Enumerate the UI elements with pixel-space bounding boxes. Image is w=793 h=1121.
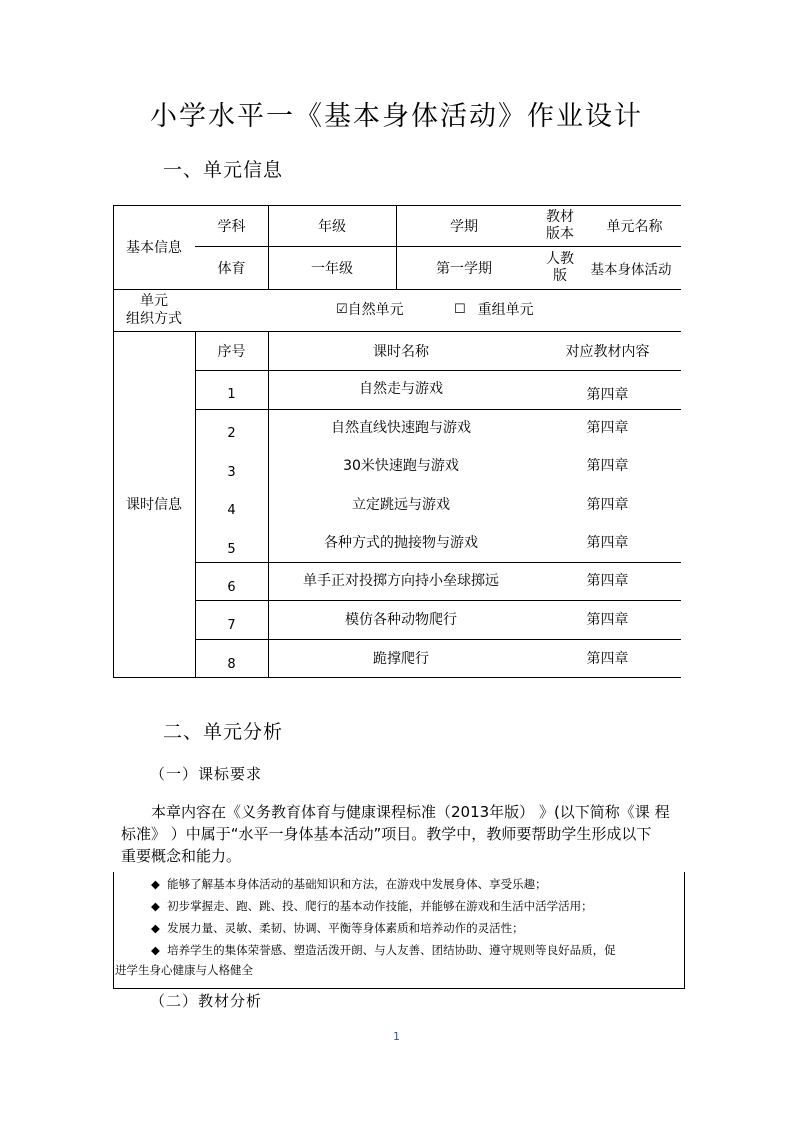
- bullet-diamond-icon: ◆: [151, 943, 160, 957]
- lesson-content: 第四章: [586, 387, 629, 403]
- header-edition-line2: 版本: [546, 225, 574, 242]
- subsection-heading-standards: （一）课标要求: [150, 765, 263, 783]
- subsection-heading-textbook-analysis: （二）教材分析: [150, 992, 263, 1010]
- lesson-content: 第四章: [586, 651, 629, 667]
- document-title: 小学水平一《基本身体活动》作业设计: [150, 101, 643, 132]
- header-semester: 学期: [450, 218, 478, 235]
- value-unit-name: 基本身体活动: [590, 261, 672, 278]
- lesson-number: 6: [227, 579, 236, 595]
- lesson-name: 单手正对投掷方向持小垒球掷远: [303, 573, 499, 589]
- requirement-text: 初步掌握走、跑、跳、投、爬行的基本动作技能，并能够在游戏和生活中活学活用；: [167, 899, 593, 913]
- requirements-box: [113, 872, 685, 989]
- value-edition-line1: 人教: [546, 250, 574, 267]
- lesson-name: 自然走与游戏: [359, 381, 443, 397]
- value-grade: 一年级: [311, 260, 353, 277]
- bullet-diamond-icon: ◆: [151, 899, 160, 913]
- lesson-content: 第四章: [586, 535, 629, 551]
- requirement-text: 能够了解基本身体活动的基础知识和方法，在游戏中发展身体、享受乐趣；: [167, 877, 547, 891]
- lesson-content: 第四章: [586, 497, 629, 513]
- lessons-header-name: 课时名称: [373, 343, 429, 360]
- value-edition-line2: 版: [553, 267, 567, 284]
- lesson-content: 第四章: [586, 573, 629, 589]
- basic-info-label: 基本信息: [126, 240, 182, 256]
- lesson-content: 第四章: [586, 458, 629, 474]
- regroup-unit-label: 重组单元: [477, 302, 534, 318]
- lesson-name: 跪撑爬行: [373, 651, 429, 667]
- lesson-number: 2: [227, 425, 236, 441]
- section-heading-unit-info: 一、单元信息: [163, 159, 284, 181]
- lesson-number: 1: [227, 386, 236, 402]
- requirement-text: 培养学生的集体荣誉感、塑造活泼开朗、与人友善、团结协助、遵守规则等良好品质，促: [167, 943, 616, 957]
- header-edition: [532, 205, 588, 246]
- paragraph-line-3: 重要概念和能力。: [121, 847, 242, 865]
- unit-org-label-line1: 单元: [140, 293, 168, 309]
- lesson-number: 4: [227, 502, 236, 518]
- paragraph-line-2: 标准》 ）中属于“水平一身体基本活动”项目。教学中，教师要帮助学生形成以下: [121, 825, 652, 843]
- lesson-number: 8: [227, 656, 236, 672]
- requirement-item: [151, 895, 593, 917]
- table-line: [113, 677, 681, 678]
- lessons-header-number: 序号: [217, 343, 246, 360]
- bullet-diamond-icon: ◆: [151, 921, 160, 935]
- lesson-number: 3: [227, 464, 236, 480]
- bullet-diamond-icon: ◆: [151, 877, 160, 891]
- lesson-content: 第四章: [586, 420, 629, 436]
- checkbox-checked-icon[interactable]: ☑: [336, 301, 348, 317]
- natural-unit-label: 自然单元: [347, 302, 404, 318]
- lessons-header-content: 对应教材内容: [565, 343, 650, 360]
- lesson-name: 自然直线快速跑与游戏: [331, 420, 471, 436]
- header-edition-line1: 教材: [546, 208, 574, 225]
- value-subject: 体育: [217, 260, 246, 277]
- requirement-text: 发展力量、灵敏、柔韧、协调、平衡等身体素质和培养动作的灵活性；: [167, 921, 524, 935]
- page-number: 1: [393, 1030, 400, 1043]
- lessons-label: 课时信息: [126, 497, 182, 513]
- checkbox-unchecked-icon[interactable]: ☐: [454, 301, 466, 317]
- lesson-name: 各种方式的抛接物与游戏: [324, 535, 478, 551]
- requirement-item: [151, 917, 524, 939]
- unit-org-label: [113, 289, 195, 331]
- requirement-continuation: 进学生身心健康与人格健全: [115, 963, 253, 977]
- header-subject: 学科: [217, 218, 246, 235]
- value-edition: [532, 246, 588, 289]
- requirement-item: [151, 939, 616, 961]
- header-grade: 年级: [318, 218, 346, 235]
- lesson-number: 7: [227, 617, 236, 633]
- lesson-name: 30米快速跑与游戏: [343, 458, 459, 474]
- unit-org-label-line2: 组织方式: [126, 311, 182, 327]
- requirement-item: [151, 873, 547, 895]
- lesson-name: 模仿各种动物爬行: [345, 612, 457, 628]
- regroup-unit-option[interactable]: [454, 289, 554, 329]
- section-heading-unit-analysis: 二、单元分析: [163, 721, 284, 743]
- lesson-content: 第四章: [586, 612, 629, 628]
- value-semester: 第一学期: [436, 260, 492, 277]
- paragraph-line-1: 本章内容在《义务教育体育与健康课程标准（2013年版） 》(以下简称《课 程: [151, 803, 670, 821]
- lesson-number: 5: [227, 541, 236, 557]
- lesson-name: 立定跳远与游戏: [352, 497, 450, 513]
- header-unit-name: 单元名称: [606, 218, 663, 235]
- natural-unit-option[interactable]: [336, 289, 426, 329]
